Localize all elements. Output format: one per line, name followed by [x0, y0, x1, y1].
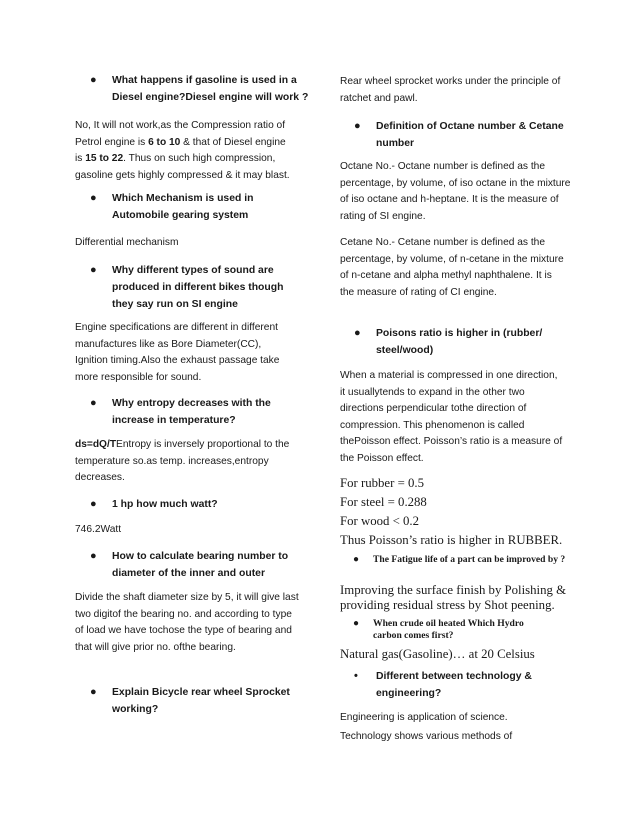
question-bicycle-sprocket: ● Explain Bicycle rear wheel Sprocket working? — [90, 686, 290, 715]
question-bearing-number: ● How to calculate bearing number to diameter of the inner and outer — [90, 550, 289, 579]
bullet: ● — [354, 327, 361, 339]
answer-fatigue-life: Improving the surface finish by Polishing & providing residual stress by Shot peening. — [340, 583, 567, 612]
poisson-rubber-value: For rubber = 0.5 — [340, 476, 424, 490]
bullet: ● — [354, 120, 361, 132]
answer-bearing-number: Divide the shaft diameter size by 5, it will give last two digitof the bearing no. and according to type of load we have tochose the type of bearing and that will give prior no. ofthe bearing. — [75, 592, 299, 653]
bullet: ● — [90, 397, 97, 409]
bullet: • — [354, 670, 358, 682]
answer-bike-sound: Engine specifications are different in different manufactures like as Bore Diameter(CC), Ignition timing.Also the exhaust passage take more responsible for sound. — [75, 322, 280, 383]
answer-crude-oil: Natural gas(Gasoline)… at 20 Celsius — [340, 647, 535, 661]
question-fatigue-life: ● The Fatigue life of a part can be improved by ? — [353, 554, 566, 565]
answer-gearing-mechanism: Differential mechanism — [75, 237, 179, 248]
question-gearing-mechanism: ● Which Mechanism is used in Automobile gearing system — [90, 192, 254, 221]
bullet: ● — [90, 686, 97, 698]
answer-hp-watt: 746.2Watt — [75, 524, 122, 535]
bullet: ● — [353, 554, 360, 565]
bullet: ● — [90, 264, 97, 276]
poisson-steel-value: For steel = 0.288 — [340, 495, 427, 509]
bullet: ● — [353, 618, 360, 629]
question-octane-cetane: ● Definition of Octane number & Cetane number — [354, 120, 564, 149]
answer-technology: Technology shows various methods of — [340, 731, 513, 742]
bullet: ● — [90, 74, 97, 86]
question-hp-watt: ● 1 hp how much watt? — [112, 496, 287, 513]
answer-gasoline-diesel: No, It will not work,as the Compression ratio of Petrol engine is 6 to 10 & that of Diesel engine is 15 to 22. Thus on such high compression, gasoline gets highly compressed & it may blast. — [75, 120, 290, 181]
bullet: ● — [90, 192, 97, 204]
bullet: ● — [90, 498, 97, 510]
answer-poisson-ratio: When a material is compressed in one direction, it usuallytends to expand in the other two directions perpendicular tothe direction of compression. This phenomenon is called thePoisson effect. Poisson’s ratio is a measure of the Poisson effect. — [340, 370, 563, 464]
question-bike-sound: ● Why different types of sound are produced in different bikes though they say run on SI engine — [90, 264, 284, 310]
question-poisson-ratio: ● Poisons ratio is higher in (rubber/ steel/wood) — [354, 327, 543, 356]
question-crude-oil: ● When crude oil heated Which Hydro carbon comes first? — [353, 618, 524, 641]
poisson-wood-value: For wood < 0.2 — [340, 514, 420, 528]
answer-bicycle-sprocket: Rear wheel sprocket works under the principle of ratchet and pawl. — [340, 76, 561, 104]
bullet: ● — [90, 550, 97, 562]
answer-cetane: Cetane No.- Cetane number is defined as the percentage, by volume, of n-cetane in the mixture of n-cetane and alpha methyl naphthalene. It is the measure of rating of CI engine. — [340, 237, 564, 298]
poisson-conclusion: Thus Poisson’s ratio is higher in RUBBER. — [340, 533, 563, 547]
answer-octane: Octane No.- Octane number is defined as the percentage, by volume, of iso octane in the mixture of iso octane and h-heptane. It is the measure of rating of SI engine. — [340, 161, 571, 222]
answer-entropy: ds=dQ/TEntropy is inversely proportional to the temperature so.as temp. increases,entropy decreases. — [75, 439, 290, 484]
question-technology-engineering: • Different between technology & engineering? — [354, 670, 532, 699]
answer-engineering: Engineering is application of science. — [340, 712, 508, 723]
question-entropy: ● Why entropy decreases with the increase in temperature? — [90, 397, 271, 426]
question-gasoline-diesel: ● What happens if gasoline is used in a Diesel engine?Diesel engine will work ? — [90, 74, 309, 103]
